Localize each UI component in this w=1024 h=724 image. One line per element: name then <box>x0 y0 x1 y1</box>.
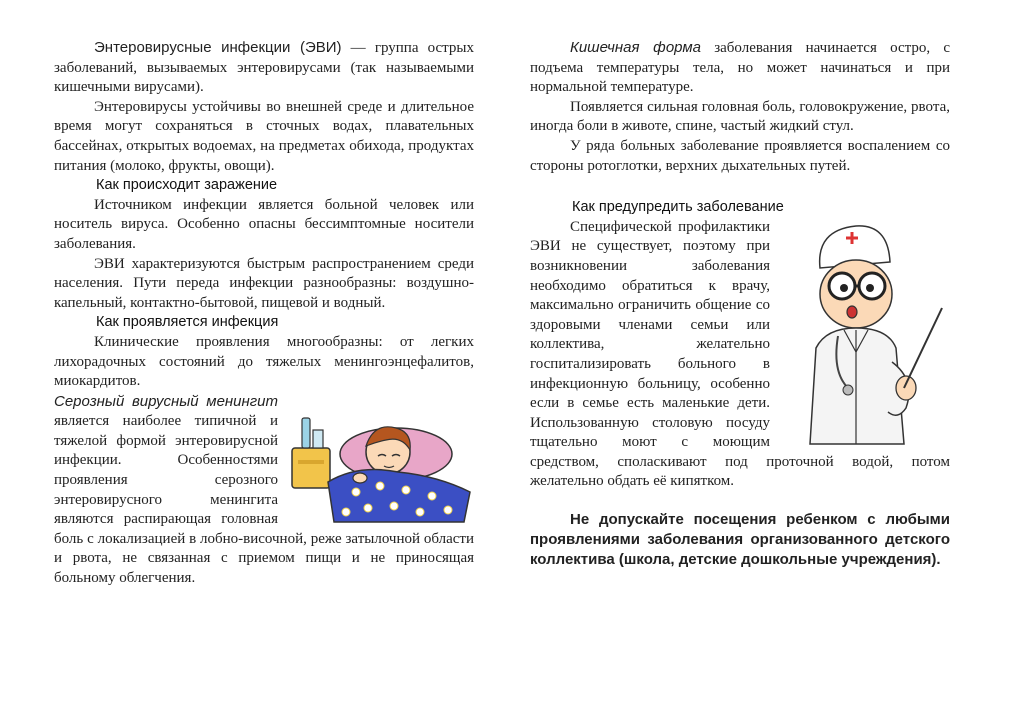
source-paragraph: Источником инфекции является больной человек или носитель вируса. Особенно опасны бессимптомные носители заболевания. <box>54 196 474 252</box>
doctor-icon <box>776 212 954 448</box>
sick-child-icon <box>288 396 474 524</box>
meningitis-text: является наиболее типичной и тяжелой формой энтеровирусной инфекции. Особенностями проявления серозного энтеровирусного менингита являются распирающая головная боль с локализацией в лобно-височной, реже затылочной области и рвота, не связанная с приемом пищи и не приносящая больному облегчения. <box>54 413 474 587</box>
sick-child-illustration <box>288 396 474 524</box>
prevention-paragraph: Специфической профилактики ЭВИ не существует, поэтому при возникновении заболевания необходимо обратиться к врачу, максимально ограничить общение со здоровыми членами семьи или коллектива, желательно госпитализировать больного в инфекционную больницу, особенно если в семье есть маленькие дети. Использованную столовую посуду тщательно моют с моющим средством, споласкивают под проточной водой, потом желательно обдать её кипятком. <box>530 218 950 490</box>
spread-paragraph: ЭВИ характеризуются быстрым распространением среди населения. Пути переда инфекции разнообразны: воздушно-капельный, контактно-бытовой, пищевой и водный. <box>54 255 474 311</box>
intestinal-lead: Кишечная форма <box>570 39 701 56</box>
intestinal-text: заболевания начинается остро, с подъема температуры тела, но может начинаться и при нормальной температуре. <box>530 40 950 96</box>
stability-paragraph: Энтеровирусы устойчивы во внешней среде и длительное время могут сохраняться в сточных водах, плавательных бассейнах, открытых водоемах, на предметах обихода, продуктах питания (молоко, фрукты, овощи). <box>54 98 474 174</box>
intro-paragraph <box>54 38 474 98</box>
right-column <box>530 38 950 570</box>
left-column <box>54 38 474 589</box>
heading-manifestation: Как проявляется инфекция <box>96 314 279 331</box>
spacer <box>530 176 950 198</box>
spacer <box>530 492 950 510</box>
warning-note: Не допускайте посещения ребенком с любыми проявлениями заболевания организованного детского коллектива (школа, детские дошкольные учреждения). <box>530 511 950 569</box>
intro-text: — группа острых заболеваний, вызываемых энтеровирусами (так называемыми кишечными вирусами). <box>54 40 474 96</box>
doctor-illustration <box>776 212 954 448</box>
throat-paragraph: У ряда больных заболевание проявляется воспалением со стороны ротоглотки, верхних дыхательных путей. <box>530 137 950 174</box>
intro-title: Энтеровирусные инфекции (ЭВИ) <box>94 39 342 56</box>
clinical-paragraph: Клинические проявления многообразны: от легких лихорадочных состояний до тяжелых менингоэнцефалитов, миокардитов. <box>54 333 474 390</box>
meningitis-lead: Серозный вирусный менингит <box>54 392 278 410</box>
intestinal-paragraph <box>530 38 950 98</box>
symptoms-paragraph: Появляется сильная головная боль, головокружение, рвота, иногда боли в животе, спине, частый жидкий стул. <box>530 98 950 135</box>
heading-infection-route: Как происходит заражение <box>96 177 278 194</box>
heading-prevention: Как предупредить заболевание <box>572 199 784 216</box>
